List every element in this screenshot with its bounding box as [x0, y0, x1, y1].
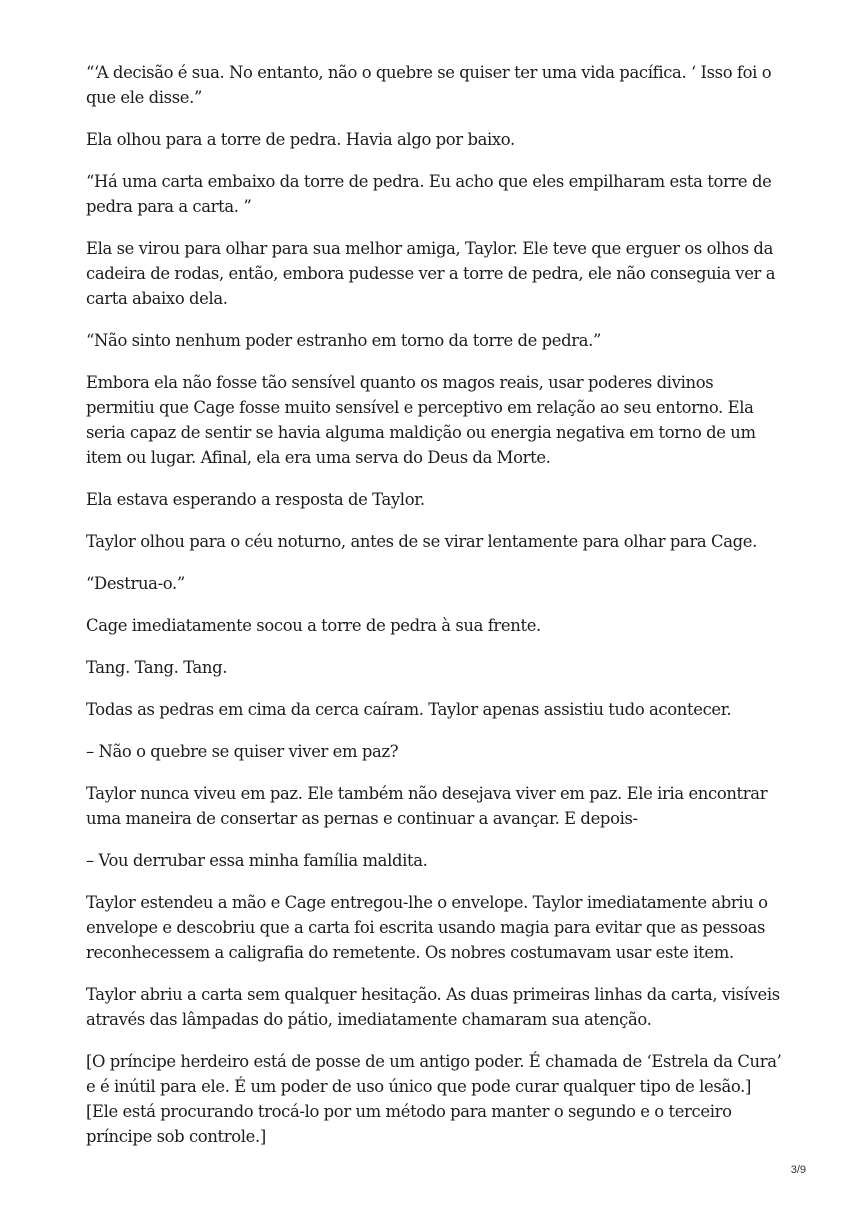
- paragraph: “Há uma carta embaixo da torre de pedra. Eu acho que eles empilharam esta torre de pedra para a carta. ”: [86, 172, 772, 216]
- paragraph: Ela se virou para olhar para sua melhor amiga, Taylor. Ele teve que erguer os olhos da cadeira de rodas, então, embora pudesse ver a torre de pedra, ele não conseguia ver a carta abaixo dela.: [86, 239, 776, 308]
- paragraph: “Não sinto nenhum poder estranho em torno da torre de pedra.”: [86, 331, 602, 350]
- paragraph: Embora ela não fosse tão sensível quanto os magos reais, usar poderes divinos permitiu que Cage fosse muito sensível e perceptivo em relação ao seu entorno. Ela seria capaz de sentir se havia alguma maldição ou energia negativa em torno de um item ou lugar. Afinal, ela era uma serva do Deus da Morte.: [86, 373, 756, 467]
- paragraph: “Destrua-o.”: [86, 574, 185, 593]
- paragraph: Taylor nunca viveu em paz. Ele também não desejava viver em paz. Ele iria encontrar uma maneira de consertar as pernas e continuar a avançar. E depois-: [86, 784, 768, 828]
- paragraph: – Vou derrubar essa minha família maldita.: [86, 851, 428, 870]
- paragraph: – Não o quebre se quiser viver em paz?: [86, 742, 399, 761]
- paragraph: Taylor abriu a carta sem qualquer hesitação. As duas primeiras linhas da carta, visíveis através das lâmpadas do pátio, imediatamente chamaram sua atenção.: [86, 985, 780, 1029]
- paragraph: Cage imediatamente socou a torre de pedra à sua frente.: [86, 616, 541, 635]
- paragraph: Taylor estendeu a mão e Cage entregou-lhe o envelope. Taylor imediatamente abriu o envelope e descobriu que a carta foi escrita usando magia para evitar que as pessoas reconhecessem a caligrafia do remetente. Os nobres costumavam usar este item.: [86, 893, 768, 962]
- paragraph: Taylor olhou para o céu noturno, antes de se virar lentamente para olhar para Cage.: [86, 532, 757, 551]
- paragraph: [Ele está procurando trocá-lo por um método para manter o segundo e o terceiro príncipe sob controle.]: [86, 1102, 732, 1146]
- page-number: 3/9: [790, 1164, 806, 1176]
- paragraph: “‘A decisão é sua. No entanto, não o quebre se quiser ter uma vida pacífica. ‘ Isso foi o que ele disse.”: [86, 63, 772, 107]
- document-body: [86, 60, 786, 1166]
- paragraph: Ela olhou para a torre de pedra. Havia algo por baixo.: [86, 130, 515, 149]
- paragraph: Tang. Tang. Tang.: [86, 658, 228, 677]
- paragraph: [O príncipe herdeiro está de posse de um antigo poder. É chamada de ‘Estrela da Cura’ e é inútil para ele. É um poder de uso único que pode curar qualquer tipo de lesão.]: [86, 1052, 782, 1096]
- paragraph: Ela estava esperando a resposta de Taylor.: [86, 490, 425, 509]
- paragraph: Todas as pedras em cima da cerca caíram. Taylor apenas assistiu tudo acontecer.: [86, 700, 732, 719]
